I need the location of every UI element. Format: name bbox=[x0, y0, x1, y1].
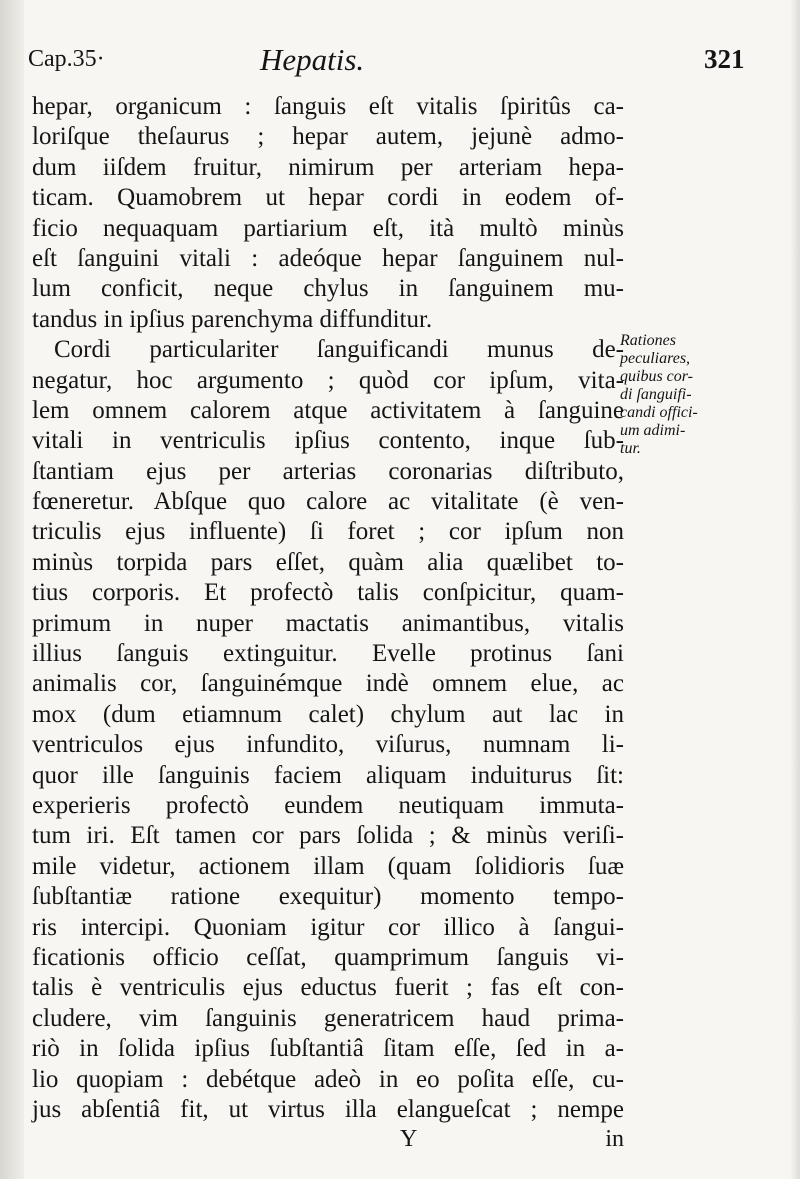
text-line: lum conficit, neque chylus in ſanguinem mu- bbox=[32, 275, 624, 303]
running-title: Hepatis. bbox=[260, 42, 365, 77]
text-line: talis è ventriculis ejus eductus fuerit ; fas eſt con- bbox=[32, 974, 624, 1002]
text-line: quor ille ſanguinis faciem aliquam induiturus ſit: bbox=[32, 761, 624, 789]
text-line: mox (dum etiamnum calet) chylum aut lac in bbox=[32, 700, 624, 728]
text-line: Cordi particulariter ſanguificandi munus de- bbox=[54, 336, 624, 364]
text-line: riò in ſolida ipſius ſubſtantiâ ſitam eſſe, ſed in a- bbox=[32, 1035, 624, 1063]
text-line: mile videtur, actionem illam (quam ſolidioris ſuæ bbox=[32, 852, 624, 880]
text-line: ris intercipi. Quoniam igitur cor illico à ſangui- bbox=[32, 913, 624, 941]
text-line: ficationis officio ceſſat, quamprimum ſanguis vi- bbox=[32, 943, 624, 971]
running-header bbox=[28, 42, 748, 82]
marginal-note-line: peculiares, bbox=[620, 350, 691, 367]
text-line: ſtantiam ejus per arterias coronarias diſtributo, bbox=[32, 457, 624, 485]
text-line: animalis cor, ſanguinémque indè omnem elue, ac bbox=[32, 670, 624, 698]
marginal-note-line: quibus cor- bbox=[620, 368, 694, 385]
text-line: lem omnem calorem atque activitatem à ſanguine bbox=[32, 396, 624, 424]
text-line: experieris profectò eundem neutiquam immuta- bbox=[32, 791, 624, 819]
text-line: triculis ejus influente) ſi foret ; cor ipſum non bbox=[32, 518, 624, 546]
text-line: ticam. Quamobrem ut hepar cordi in eodem of- bbox=[32, 184, 624, 212]
text-line: dum iiſdem fruitur, nimirum per arteriam hepa- bbox=[32, 153, 624, 181]
text-line: loriſque theſaurus ; hepar autem, jejunè admo- bbox=[32, 123, 624, 151]
marginal-note-line: candi offici- bbox=[620, 404, 698, 421]
catchword: in bbox=[605, 1126, 624, 1152]
text-line: ficio nequaquam partiarium eſt, ità multò minùs bbox=[32, 214, 624, 242]
text-line: ventriculos ejus infundito, viſurus, numnam li- bbox=[32, 731, 624, 759]
chapter-label: Cap.35· bbox=[28, 46, 105, 72]
text-line: ſubſtantiæ ratione exequitur) momento tempo- bbox=[32, 883, 624, 911]
text-line: tum iri. Eſt tamen cor pars ſolida ; & minùs veriſi- bbox=[32, 822, 624, 850]
body-text bbox=[32, 92, 624, 1125]
text-line: fœneretur. Abſque quo calore ac vitalitate (è ven- bbox=[32, 488, 624, 516]
text-line: tandus in ipſius parenchyma diffunditur. bbox=[32, 305, 433, 333]
text-line: negatur, hoc argumento ; quòd cor ipſum, vita- bbox=[32, 366, 624, 394]
marginal-note-line: Rationes bbox=[620, 332, 676, 349]
marginal-note-line: tur. bbox=[620, 440, 641, 457]
text-line: hepar, organicum : ſanguis eſt vitalis ſpiritûs ca- bbox=[32, 93, 624, 120]
text-line: lio quopiam : debétque adeò in eo poſita eſſe, cu- bbox=[32, 1065, 624, 1093]
text-line: illius ſanguis extinguitur. Evelle protinus ſani bbox=[32, 640, 624, 668]
page-gutter bbox=[0, 0, 24, 1179]
signature-mark: Y bbox=[400, 1126, 418, 1152]
text-line: minùs torpida pars eſſet, quàm alia quælibet to- bbox=[32, 548, 624, 576]
text-line: vitali in ventriculis ipſius contento, inque ſub- bbox=[32, 427, 624, 455]
marginal-note bbox=[620, 332, 770, 458]
text-line: cludere, vim ſanguinis generatricem haud prima- bbox=[32, 1004, 624, 1032]
text-line: tius corporis. Et profectò talis conſpicitur, quam- bbox=[32, 579, 624, 607]
marginal-note-line: di ſanguifi- bbox=[620, 386, 692, 403]
page-number: 321 bbox=[704, 44, 745, 74]
text-line: eſt ſanguini vitali : adeóque hepar ſanguinem nul- bbox=[32, 244, 624, 272]
marginal-note-line: um adimi- bbox=[620, 422, 686, 439]
text-line: primum in nuper mactatis animantibus, vitalis bbox=[32, 609, 624, 637]
text-line: jus abſentiâ fit, ut virtus illa elangueſcat ; nempe bbox=[32, 1095, 624, 1123]
page-footer bbox=[32, 1126, 624, 1166]
page-edge bbox=[790, 0, 800, 1179]
